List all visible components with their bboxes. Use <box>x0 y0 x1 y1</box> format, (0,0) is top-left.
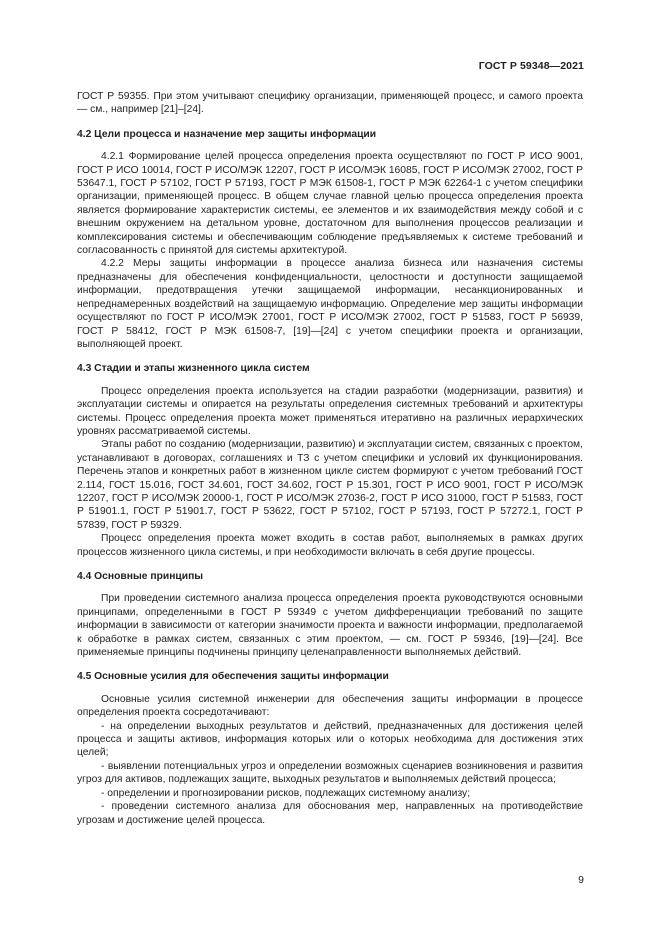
paragraph-4-4-1: При проведении системного анализа процесса определения проекта руководствуются основными принципами, определенными в ГОСТ Р 59349 с учетом дифференциации требований по защите информации в зависимости от категории значимости проекта и важности информации, предполагаемой к обработке в рамках систем, связанных с этим проектом, — см. ГОСТ Р 59346, [19]—[24]. Все применяемые принципы подчинены принципу целенаправленности выполняемых действий. <box>77 593 583 659</box>
paragraph-4-3-2: Этапы работ по созданию (модернизации, развитию) и эксплуатации систем, связанных с проектом, устанавливают в договорах, соглашениях и ТЗ с учетом специфики и условий их функционирования. Перечень этапов и конкретных работ в жизненном цикле систем формируют с учетом требований ГОСТ 2.114, ГОСТ 15.016, ГОСТ 34.601, ГОСТ 34.602, ГОСТ Р 15.301, ГОСТ Р ИСО 9001, ГОСТ Р ИСО/МЭК 12207, ГОСТ Р ИСО/МЭК 20000-1, ГОСТ Р ИСО/МЭК 27036-2, ГОСТ Р ИСО 31000, ГОСТ Р 51583, ГОСТ Р 51901.1, ГОСТ Р 51901.7, ГОСТ Р 53622, ГОСТ Р 57102, ГОСТ Р 57193, ГОСТ Р 57272.1, ГОСТ Р 57839, ГОСТ Р 59329. <box>77 439 584 531</box>
list-item: - на определении выходных результатов и действий, предназначенных для достижения целей процесса и защиты активов, информация которых или о которых необходима для достижения этих целей; <box>77 720 583 759</box>
list-item: - определении и прогнозировании рисков, подлежащих системному анализу; <box>101 787 471 799</box>
list-item: - проведении системного анализа для обоснования мер, направленных на противодействие угрозам и достижение целей процесса. <box>77 801 583 826</box>
paragraph-4-3-3: Процесс определения проекта может входить в состав работ, выполняемых в рамках других процессов жизненного цикла системы, и при необходимости включать в себя другие процессы. <box>77 533 583 558</box>
paragraph-4-5-1: Основные усилия системной инженерии для обеспечения защиты информации в процессе определения проекта сосредотачивают: <box>77 693 583 719</box>
section-heading-4-2: 4.2 Цели процесса и назначение мер защиты информации <box>77 128 377 140</box>
section-heading-4-4: 4.4 Основные принципы <box>77 571 204 582</box>
page-body <box>77 90 583 827</box>
paragraph-4-2-2: 4.2.2 Меры защиты информации в процессе анализа бизнеса или назначения системы предназначены для обеспечения конфиденциальности, целостности и доступности защищаемой информации, предотвращения утечки защищаемой информации, несанкционированных и непреднамеренных воздействий на защищаемую информацию. Определение мер защиты информации осуществляют по ГОСТ Р ИСО/МЭК 27001, ГОСТ Р ИСО/МЭК 27002, ГОСТ Р 51583, ГОСТ Р 56939, ГОСТ Р 58412, ГОСТ Р МЭК 61508-7, [19]—[24] с учетом специфики проекта и организации, выполняющей проект. <box>77 258 583 350</box>
section-heading-4-3: 4.3 Стадии и этапы жизненного цикла систем <box>77 363 310 375</box>
paragraph-4-2-1: 4.2.1 Формирование целей процесса определения проекта осуществляют по ГОСТ Р ИСО 9001, ГОСТ Р ИСО 10014, ГОСТ Р ИСО/МЭК 12207, ГОСТ Р ИСО/МЭК 16085, ГОСТ Р ИСО/МЭК 27002, ГОСТ Р 53647.1, ГОСТ Р 57102, ГОСТ Р 57193, ГОСТ Р МЭК 61508-1, ГОСТ Р МЭК 62264-1 с учетом специфики организации, применяющей процесс. В общем случае главной целью процесса определения проекта является формирование характеристик системы, ее элементов и их взаимодействия между собой и с внешним окружением на детальном уровне, достаточном для выполнения процессов реализации и комплексирования системы и обеспечивающим соблюдение предъявляемых к системе требований и согласованность с принятой для системы архитектурой. <box>77 151 583 257</box>
page-number: 9 <box>578 874 584 886</box>
paragraph-4-3-1: Процесс определения проекта используется на стадии разработки (модернизации, развития) и эксплуатации системы и опирается на результаты определения системных требований и архитектуры системы. Процесс определения проекта может применяться итеративно на различных иерархических уровнях рассматриваемой системы. <box>77 385 583 437</box>
document-header: ГОСТ Р 59348—2021 <box>478 60 584 72</box>
list-item: - выявлении потенциальных угроз и определении возможных сценариев возникновения и развития угроз для активов, подлежащих защите, выходных результатов и выполняемых действий процесса; <box>77 760 583 786</box>
section-heading-4-5: 4.5 Основные усилия для обеспечения защиты информации <box>77 671 389 683</box>
paragraph-continuation: ГОСТ Р 59355. При этом учитывают специфику организации, применяющей процесс, и самого проекта — см., например [21]–[24]. <box>77 91 583 116</box>
